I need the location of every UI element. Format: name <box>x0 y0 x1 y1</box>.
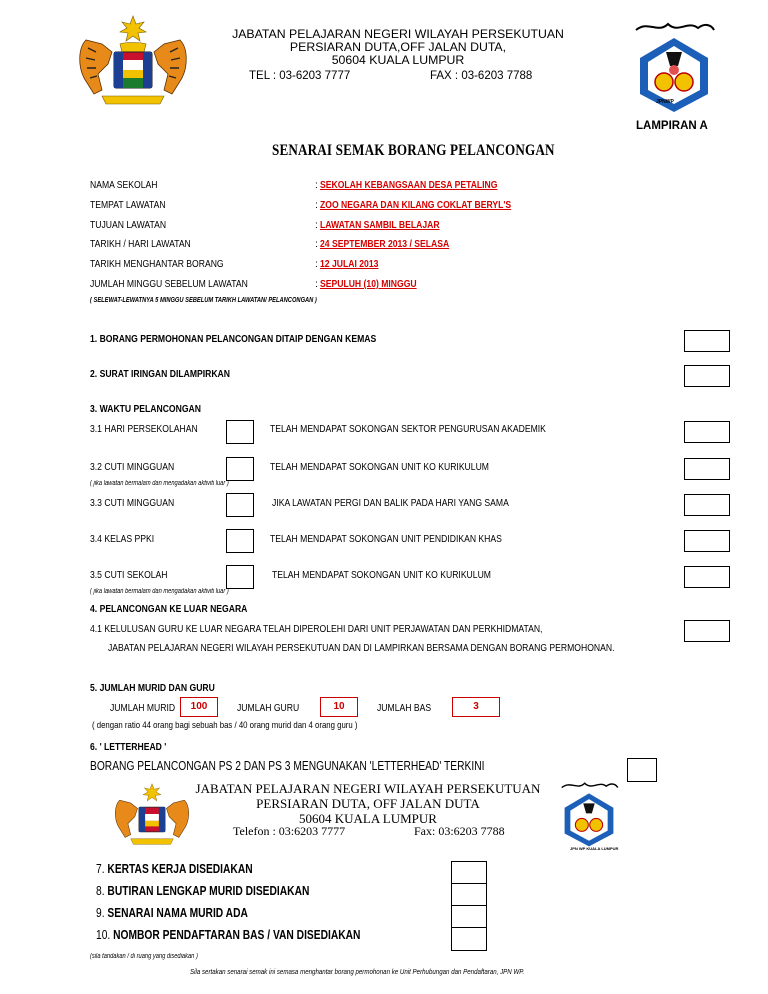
sub-3-1-checkbox[interactable] <box>226 420 254 444</box>
item-6-label: 6. ' LETTERHEAD ' <box>90 741 167 753</box>
page-title: SENARAI SEMAK BORANG PELANCONGAN <box>272 142 555 159</box>
sample-line-1: JABATAN PELAJARAN NEGERI WILAYAH PERSEKUTUAN <box>195 781 541 796</box>
sub-3-1-label: 3.1 HARI PERSEKOLAHAN <box>90 423 198 435</box>
detail-value: 24 SEPTEMBER 2013 / SELASA <box>320 238 450 250</box>
item-6-checkbox[interactable] <box>627 758 657 782</box>
detail-label: NAMA SEKOLAH <box>90 179 158 191</box>
item-8-number: 8. <box>96 884 105 898</box>
sub-3-2-label: 3.2 CUTI MINGGUAN <box>90 461 175 473</box>
item-10-checkbox[interactable] <box>451 927 487 951</box>
header-line-3: 50604 KUALA LUMPUR <box>331 53 465 67</box>
detail-value: ZOO NEGARA DAN KILANG COKLAT BERYL'S <box>320 199 512 211</box>
sub-3-3-desc: JIKA LAWATAN PERGI DAN BALIK PADA HARI YANG SAMA <box>272 497 509 509</box>
item-7-checkbox[interactable] <box>451 861 487 885</box>
sub-3-4-checkbox[interactable] <box>226 529 254 553</box>
item-5-label: 5. JUMLAH MURID DAN GURU <box>90 682 215 694</box>
item-7-label: KERTAS KERJA DISEDIAKAN <box>107 862 253 876</box>
detail-label: TUJUAN LAWATAN <box>90 219 167 231</box>
item-2-label: 2. SURAT IRINGAN DILAMPIRKAN <box>90 368 231 380</box>
item-1-checkbox[interactable] <box>684 330 730 352</box>
item-1-label: 1. BORANG PERMOHONAN PELANCONGAN DITAIP DENGAN KEMAS <box>90 333 377 345</box>
guru-label: JUMLAH GURU <box>237 702 300 714</box>
malaysia-coat-of-arms-icon <box>72 14 194 106</box>
overnight-note: ( jika lawatan bermalam dan mengadakan aktiviti luar ) <box>90 480 229 487</box>
item-8-label: BUTIRAN LENGKAP MURID DISEDIAKAN <box>107 884 310 898</box>
sub-3-3-label: 3.3 CUTI MINGGUAN <box>90 497 175 509</box>
sub-3-4-label: 3.4 KELAS PPKI <box>90 533 155 545</box>
detail-label: JUMLAH MINGGU SEBELUM LAWATAN <box>90 278 248 290</box>
detail-value: 12 JULAI 2013 <box>320 258 379 270</box>
jpnwp-logo-caption: JPNWP <box>656 99 674 105</box>
item-3-label: 3. WAKTU PELANCONGAN <box>90 403 201 415</box>
sub-3-5-approval-box[interactable] <box>684 566 730 588</box>
detail-colon: : <box>315 278 318 290</box>
item-2-checkbox[interactable] <box>684 365 730 387</box>
annex-label: LAMPIRAN A <box>636 120 708 132</box>
item-10-label: NOMBOR PENDAFTARAN BAS / VAN DISEDIAKAN <box>113 928 361 942</box>
sub-3-5-desc: TELAH MENDAPAT SOKONGAN UNIT KO KURIKULUM <box>272 569 491 581</box>
sample-coat-of-arms-icon <box>110 782 194 846</box>
sub-3-3-checkbox[interactable] <box>226 493 254 517</box>
detail-label: TARIKH / HARI LAWATAN <box>90 238 191 250</box>
item-4-checkbox[interactable] <box>684 620 730 642</box>
sample-tel: Telefon : 03:6203 7777 <box>233 824 346 838</box>
detail-label: TEMPAT LAWATAN <box>90 199 166 211</box>
sub-3-4-desc: TELAH MENDAPAT SOKONGAN UNIT PENDIDIKAN KHAS <box>270 533 502 545</box>
sub-3-2-approval-box[interactable] <box>684 458 730 480</box>
jpnwp-logo-icon <box>628 16 720 112</box>
header-fax: FAX : 03-6203 7788 <box>430 70 533 82</box>
details-note: ( SELEWAT-LEWATNYA 5 MINGGU SEBELUM TARIKH LAWATAN/ PELANCONGAN ) <box>90 297 317 304</box>
item-9-label: SENARAI NAMA MURID ADA <box>107 906 248 920</box>
murid-label: JUMLAH MURID <box>110 702 176 714</box>
detail-label: TARIKH MENGHANTAR BORANG <box>90 258 224 270</box>
header-line-1: JABATAN PELAJARAN NEGERI WILAYAH PERSEKUTUAN <box>232 27 564 41</box>
item-4-label: 4. PELANCONGAN KE LUAR NEGARA <box>90 603 248 615</box>
bas-label: JUMLAH BAS <box>377 702 432 714</box>
detail-value: LAWATAN SAMBIL BELAJAR <box>320 219 440 231</box>
sub-3-2-checkbox[interactable] <box>226 457 254 481</box>
item-4-1-line-2: JABATAN PELAJARAN NEGERI WILAYAH PERSEKUTUAN DAN DI LAMPIRKAN BERSAMA DENGAN BORANG PERMOHONAN. <box>108 642 615 654</box>
sample-fax: Fax: 03:6203 7788 <box>414 824 505 838</box>
guru-count[interactable]: 10 <box>320 697 358 717</box>
tick-note: (sila tandakan / di ruang yang disediakan ) <box>90 953 198 960</box>
detail-colon: : <box>315 258 318 270</box>
item-4-1-line-1: 4.1 KELULUSAN GURU KE LUAR NEGARA TELAH DIPEROLEHI DARI UNIT PERJAWATAN DAN PERKHIDMATAN, <box>90 623 543 635</box>
detail-colon: : <box>315 199 318 211</box>
footer-note: Sila sertakan senarai semak ini semasa menghantar borang permohonan ke Unit Perhubungan dan Pendaftaran, JPN WP. <box>190 967 525 976</box>
detail-colon: : <box>315 179 318 191</box>
sample-line-3: 50604 KUALA LUMPUR <box>299 811 437 826</box>
bas-count[interactable]: 3 <box>452 697 500 717</box>
sub-3-5-checkbox[interactable] <box>226 565 254 589</box>
letterhead-note: BORANG PELANCONGAN PS 2 DAN PS 3 MENGUNAKAN 'LETTERHEAD' TERKINI <box>90 759 485 773</box>
sample-line-2: PERSIARAN DUTA, OFF JALAN DUTA <box>256 796 480 811</box>
sub-3-3-approval-box[interactable] <box>684 494 730 516</box>
header-line-2: PERSIARAN DUTA,OFF JALAN DUTA, <box>289 40 507 54</box>
ratio-note: ( dengan ratio 44 orang bagi sebuah bas / 40 orang murid dan 4 orang guru ) <box>92 720 358 731</box>
item-9-number: 9. <box>96 906 105 920</box>
sub-3-4-approval-box[interactable] <box>684 530 730 552</box>
sub-3-5-label: 3.5 CUTI SEKOLAH <box>90 569 168 581</box>
detail-value: SEPULUH (10) MINGGU <box>320 278 417 290</box>
header-tel: TEL : 03-6203 7777 <box>249 70 351 82</box>
sub-3-1-desc: TELAH MENDAPAT SOKONGAN SEKTOR PENGURUSAN AKADEMIK <box>270 423 546 435</box>
detail-colon: : <box>315 219 318 231</box>
detail-value: SEKOLAH KEBANGSAAN DESA PETALING <box>320 179 498 191</box>
overnight-note: ( jika lawatan bermalam dan mengadakan aktiviti luar ) <box>90 588 229 595</box>
detail-colon: : <box>315 238 318 250</box>
sub-3-2-desc: TELAH MENDAPAT SOKONGAN UNIT KO KURIKULUM <box>270 461 489 473</box>
sample-jpnwp-logo-icon <box>556 777 622 847</box>
sub-3-1-approval-box[interactable] <box>684 421 730 443</box>
item-9-checkbox[interactable] <box>451 905 487 929</box>
item-10-number: 10. <box>96 928 111 942</box>
item-7-number: 7. <box>96 862 105 876</box>
murid-count[interactable]: 100 <box>180 697 218 717</box>
item-8-checkbox[interactable] <box>451 883 487 907</box>
sample-logo-caption: JPN WP KUALA LUMPUR <box>570 846 619 851</box>
